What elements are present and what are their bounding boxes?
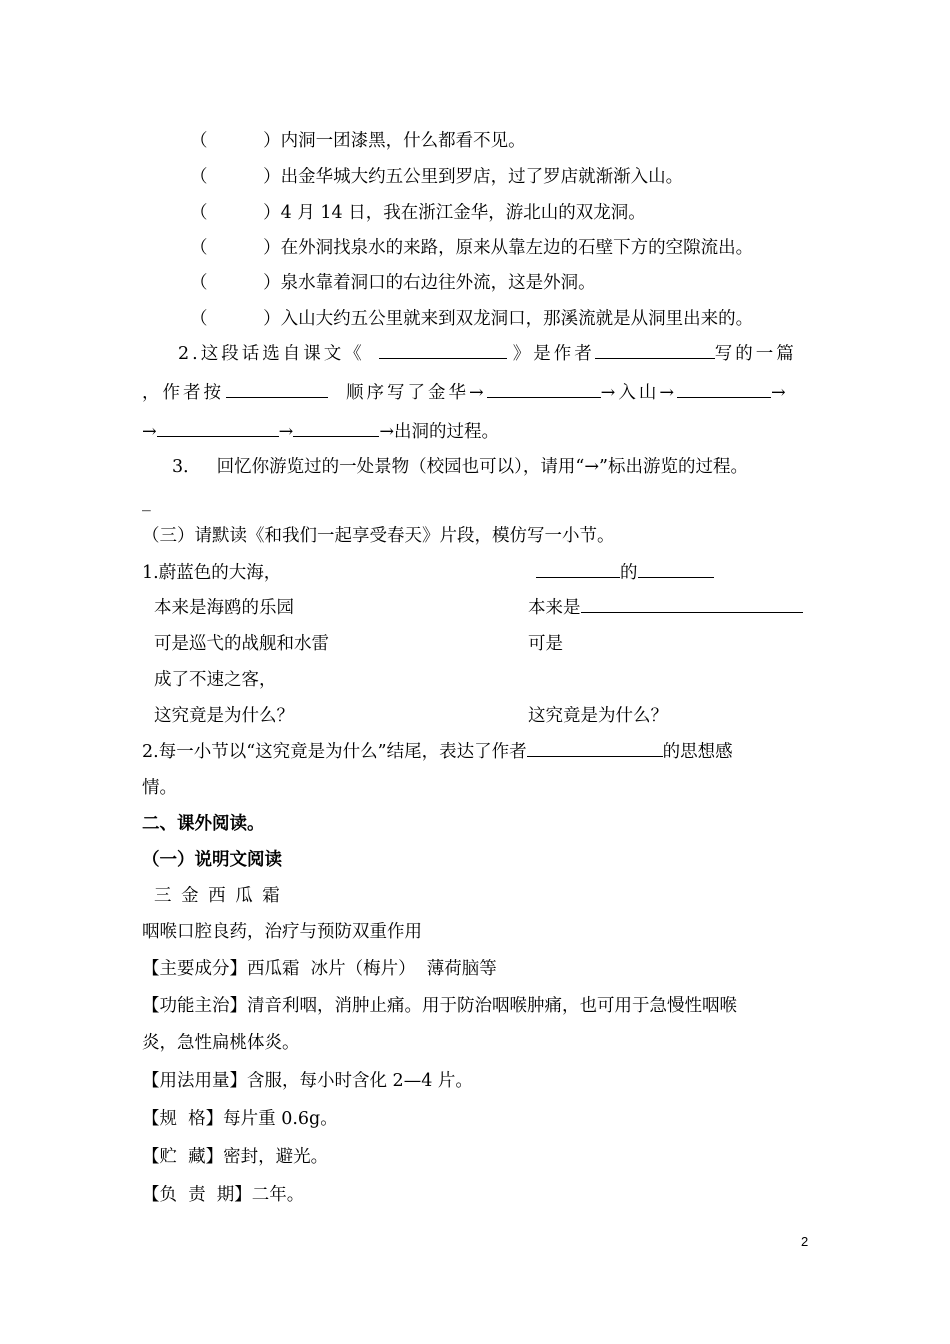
order-text: 内洞一团漆黑，什么都看不见。 <box>280 131 526 151</box>
poem-l2-right-text: 本来是 <box>528 598 581 618</box>
stray-mark: _ <box>142 492 151 512</box>
poem-q2-text-a: 2.每一小节以“这究竟是为什么”结尾，表达了作者 <box>142 742 527 762</box>
section-3-title: （三）请默读《和我们一起享受春天》片段，模仿写一小节。 <box>142 526 615 546</box>
medicine-function-line-2: 炎，急性扁桃体炎。 <box>142 1033 300 1053</box>
medicine-name: 三 金 西 瓜 霜 <box>154 886 282 906</box>
q2-text-g: → <box>771 383 789 403</box>
q3-line <box>172 455 748 479</box>
medicine-ingredients: 【主要成分】西瓜霜 冰片（梅片） 薄荷脑等 <box>142 959 497 979</box>
q2-text-b: 》是作者 <box>512 344 595 364</box>
order-paren[interactable]: （ ） <box>190 309 281 329</box>
order-item-2 <box>190 165 683 189</box>
medicine-usage: 【用法用量】含服，每小时含化 2—4 片。 <box>142 1071 473 1091</box>
poem-line-3-right: 可是 <box>528 634 563 654</box>
q2-text-a: 2.这段话选自课文《 <box>178 344 365 364</box>
q2-text-i: → <box>278 422 294 442</box>
order-text: 出金华城大约五公里到罗店，过了罗店就渐渐入山。 <box>280 167 684 187</box>
order-text: 4 月 14 日，我在浙江金华，游北山的双龙洞。 <box>280 203 646 223</box>
answer-blank-stop-4[interactable] <box>293 435 379 437</box>
q2-text-e: 顺序写了金华→ <box>346 383 487 403</box>
q2-line-1 <box>178 342 797 366</box>
q2-text-c: 写的一篇 <box>714 344 797 364</box>
q2-text-h: → <box>142 422 157 442</box>
order-item-5 <box>190 271 596 295</box>
q2-text-f: →入山→ <box>600 383 677 403</box>
poem-line-4-left: 成了不速之客， <box>154 670 277 690</box>
poem-line-3-left: 可是巡弋的战舰和水雷 <box>154 634 329 654</box>
subsection-title: （一）说明文阅读 <box>142 850 282 870</box>
poem-line-2-right <box>528 596 803 620</box>
order-text: 入山大约五公里就来到双龙洞口，那溪流就是从洞里出来的。 <box>280 309 754 329</box>
medicine-spec: 【规 格】每片重 0.6g。 <box>142 1109 338 1129</box>
answer-blank-author[interactable] <box>595 357 715 359</box>
order-paren[interactable]: （ ） <box>190 273 281 293</box>
order-paren[interactable]: （ ） <box>190 167 281 187</box>
medicine-slogan: 咽喉口腔良药，治疗与预防双重作用 <box>142 922 422 942</box>
q2-line-2 <box>142 381 789 405</box>
section-2-title: 二、课外阅读。 <box>142 814 265 834</box>
q2-text-j: →出洞的过程。 <box>379 422 500 442</box>
medicine-period: 【负 责 期】二年。 <box>142 1185 305 1205</box>
poem-q2-line-2: 情。 <box>142 778 177 798</box>
order-paren[interactable]: （ ） <box>190 203 281 223</box>
poem-line-5-left: 这究竟是为什么？ <box>154 706 294 726</box>
q3-text: 回忆你游览过的一处景物（校园也可以），请用“→”标出游览的过程。 <box>216 457 748 477</box>
answer-blank-feeling[interactable] <box>527 755 663 757</box>
poem-de: 的 <box>620 563 638 583</box>
q2-line-3 <box>142 420 499 444</box>
answer-blank-noun[interactable] <box>638 576 714 578</box>
answer-blank-stop-1[interactable] <box>487 396 601 398</box>
medicine-storage: 【贮 藏】密封，避光。 <box>142 1147 329 1167</box>
order-text: 泉水靠着洞口的右边往外流，这是外洞。 <box>280 273 596 293</box>
order-paren[interactable]: （ ） <box>190 238 281 258</box>
answer-blank-stop-3[interactable] <box>157 435 279 437</box>
order-item-4 <box>190 236 753 260</box>
poem-line-2-left: 本来是海鸥的乐园 <box>154 598 294 618</box>
order-paren[interactable]: （ ） <box>190 131 281 151</box>
order-text: 在外洞找泉水的来路，原来从靠左边的石壁下方的空隙流出。 <box>280 238 754 258</box>
order-item-6 <box>190 307 753 331</box>
poem-q2-line-1 <box>142 740 733 764</box>
answer-blank-adjective[interactable] <box>536 576 620 578</box>
poem-line-5-right: 这究竟是为什么？ <box>528 706 668 726</box>
answer-blank-order[interactable] <box>226 396 328 398</box>
page-number: 2 <box>801 1234 809 1249</box>
q2-text-d: ，作者按 <box>142 383 224 403</box>
q3-number: 3． <box>172 457 201 477</box>
answer-blank-lesson[interactable] <box>379 357 507 359</box>
order-item-3 <box>190 201 646 225</box>
order-item-1 <box>190 129 526 153</box>
answer-blank-originally[interactable] <box>581 611 803 613</box>
answer-blank-stop-2[interactable] <box>677 396 771 398</box>
poem-line-1-left: 1.蔚蓝色的大海， <box>142 563 282 583</box>
medicine-function-line-1: 【功能主治】清音利咽，消肿止痛。用于防治咽喉肿痛，也可用于急慢性咽喉 <box>142 996 737 1016</box>
poem-line-1-right <box>536 561 714 585</box>
poem-q2-text-b: 的思想感 <box>662 742 733 762</box>
